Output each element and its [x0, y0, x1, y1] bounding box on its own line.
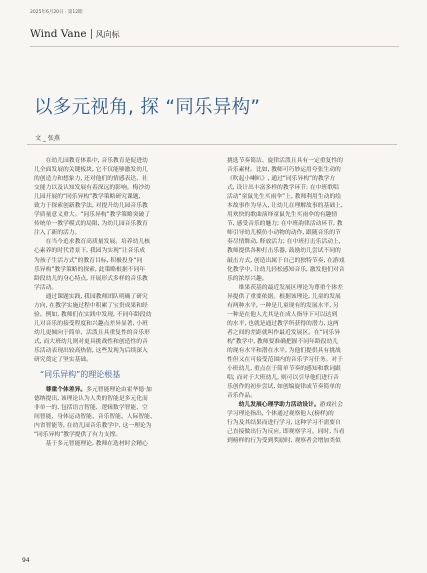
- title-rule: [27, 144, 397, 145]
- article-author: 文 _ 张燕: [35, 135, 60, 142]
- masthead: [30, 28, 120, 40]
- paragraph: 挑选节奏简洁、旋律活泼且具有一定重复性的 音乐素材。比如, 教师可巧妙运用夸张生动的 《吹起小喇叭》, 通过“同乐异构”的教学方 式, 设计出丰富多样的教学环节: 在中班歌唱 活动“童鼠先生买雨伞”上, 教师利用生动的绘 本故事作为导入, 让幼儿在理解故事的基础上, 用欢快的歌曲演绎童鼠先生买雨伞的有趣情 节, 感受音乐的魅力; 在中班韵律活动环节, 教 师引导幼儿模仿小动物的动作, 跟随音乐的节 奏尽情舞动, 释放活力; 在中班打击乐活动上, 教师提供各种打击乐器, 鼓励幼儿尝试不同的 敲击方式, 创造出属于自己的独特节奏, 在游戏 化教学中, 让幼儿轻松感知音乐, 激发他们对音 乐的浓厚兴趣。: [227, 158, 345, 282]
- paragraph-keyword: 幼儿发展心理学助力活动设计。: [238, 402, 320, 409]
- paragraph: 基于多元智能理论, 教师在选材时会精心: [45, 441, 148, 448]
- paragraph-body: 游戏社会 学习理论指出, 个体通过观察他人(榜样)的 行为及其结果而进行学习, 这种学习不需要自 己直接做出行为反应, 即观察学习。同时, 当看 到榜样的行为受到奖励时, 观察者会增加类似: [227, 402, 345, 445]
- column-name-cn: 风向标: [95, 29, 120, 39]
- section-heading: “同乐异构”的理论根基: [40, 370, 121, 380]
- left-column: [34, 157, 220, 449]
- column-name-en: Wind Vane: [30, 28, 87, 40]
- paragraph-keyword: 尊重个体差异。: [45, 387, 87, 394]
- paragraph: 通过课题实践, 我园教师团队明确了研究 方向, 在教学实施过程中积累了宝贵成果和经 验。例如, 教师们在实践中发现, 不同年龄段幼 儿对音乐的接受程度和兴趣点差异显著, 小班 幼儿更倾向于简单、活泼且具重复性的音乐形 式, 而大班幼儿则对更具挑战性和创造性的音 乐活动表现出较高热情, 这些发现为后续深入 研究奠定了坚实基础。: [34, 293, 152, 364]
- article-title: 以多元视角, 探 “同乐异构”: [34, 97, 261, 118]
- paragraph-body: 多元智能理论由霍华德·加 德纳提出, 该理论认为人类的智能是多元化而 非单一的, 包括语言智能、逻辑数学智能、空 间智能、身体运动智能、音乐智能、人际智能、 内省智能等, 在幼儿园音乐教学中, 这一理论为 “同乐异构”教学提供了有力支撑。: [34, 387, 156, 439]
- page-number: 94: [22, 557, 30, 564]
- header-rule: [30, 46, 399, 47]
- right-column: [227, 157, 413, 447]
- paragraph: 在当今追求教育高质量发展、培养幼儿核 心素养的时代背景下, 我园为实现“让音乐成 为孩子生活方式”的教育目标, 积极投身“同 乐异构”教学策略的探索, 此策略根据不同年 龄段幼儿的身心特点, 开展形式多样的音乐教 学活动。: [34, 239, 150, 291]
- paragraph: [34, 386, 220, 440]
- paragraph: 维果茨基的最近发展区理论为尊重个体差 异提供了重要依据。根据该理论, 儿童的发展 有两种水平, 一种是儿童现有的发展水平, 另 一种是在他人尤其是在成人指导下可以达到 的水平, 也就是通过教学所获得的潜力, 这两 者之间的差距就叫作最近发展区。在“同乐异 构”教学中, 教师要准确把握不同年龄段幼儿 的现有水平和潜在水平, 为他们提供具有挑战 性但又在可接受范围内的音乐学习任务。对于 小班幼儿, 重点在于简单节奏的感知和歌词跟 唱; 而对于大班幼儿, 则可以引导他们进行音 乐创作的初步尝试, 如创编旋律或节奏简单的 音乐作品。: [227, 284, 343, 400]
- paragraph: [227, 401, 413, 446]
- paragraph: 在幼儿园教育体系中, 音乐教育是促进幼 儿全面发展的关键板块, 它不仅能够激发幼儿 的创造力和想象力, 还对他们的情感表达、社 交能力以及认知发展有着深远的影响。梅沙幼 儿园开展的“同乐异构”教学策略研究课题, 致力于探索创新教学法, 对提升幼儿园音乐教 学质量意义重大。“同乐异构”教学策略突破了 传统单一教学模式的局限, 为幼儿园音乐教育 注入了新的活力。: [34, 158, 151, 237]
- masthead-divider: [91, 29, 92, 39]
- issue-date: 2025年6月20日 · 第12期: [30, 10, 83, 15]
